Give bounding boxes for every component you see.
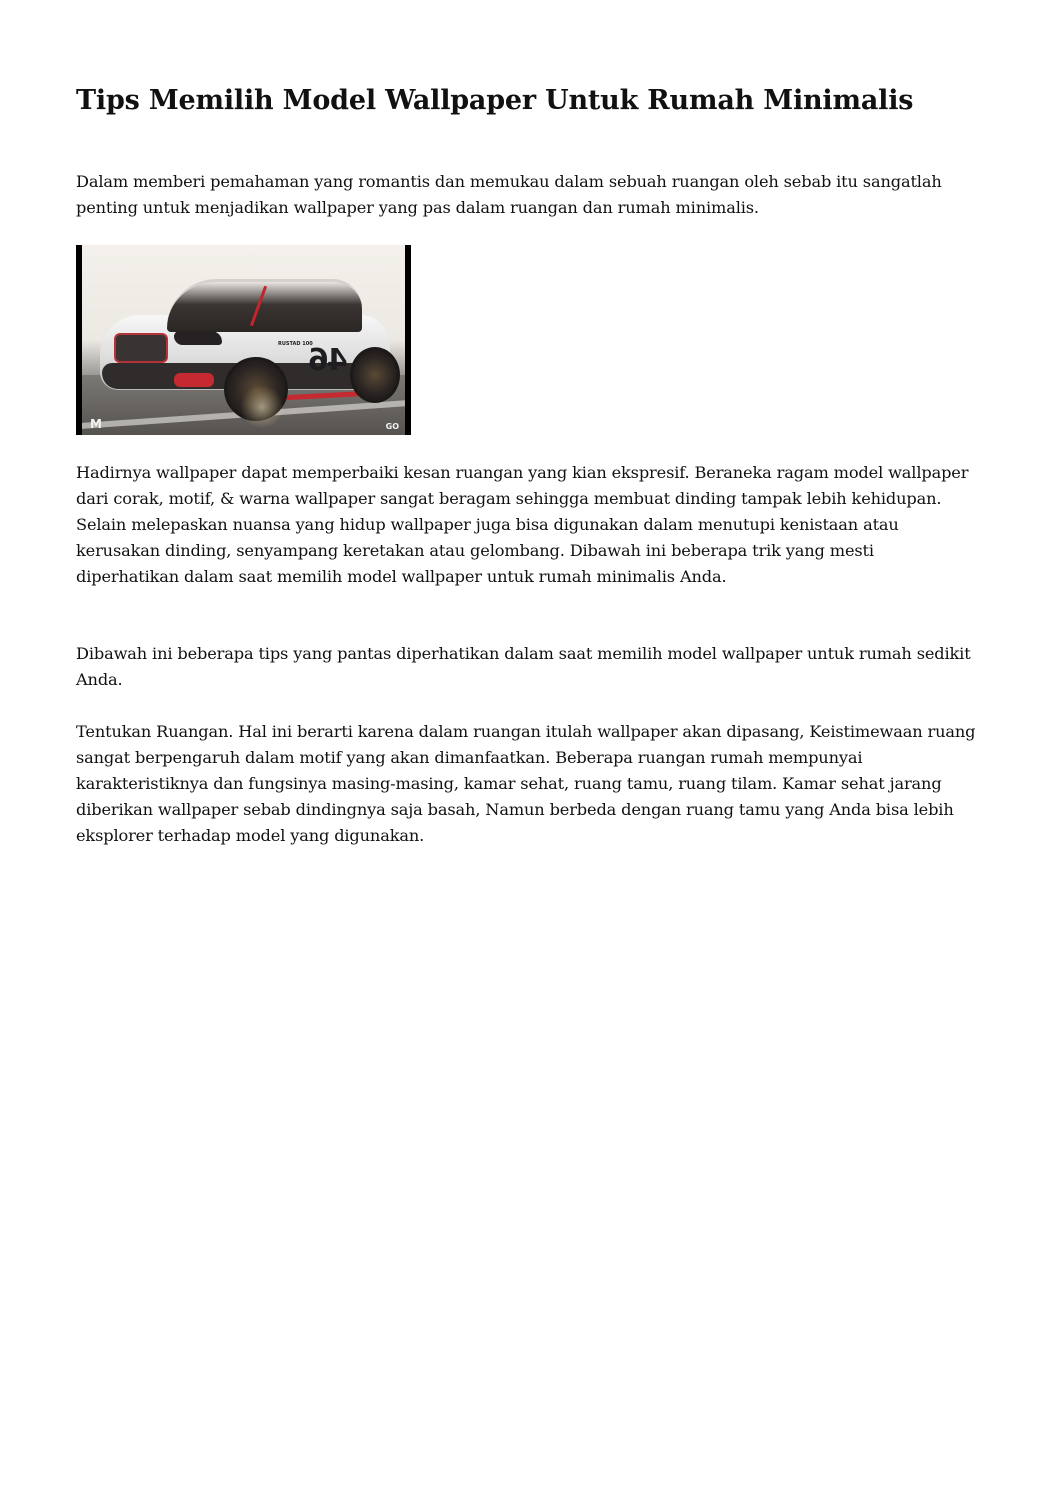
car-sponsor-decal: RUSTAD 100 (278, 341, 313, 347)
car-image-content (82, 245, 405, 435)
car-grille (114, 333, 168, 363)
car-rear-wheel (350, 347, 400, 403)
body-paragraph: Hadirnya wallpaper dapat memperbaiki kesan ruangan yang kian ekspresif. Beraneka ragam model wallpaper dari corak, motif, & warna wallpaper sangat beragam sehingga membuat dinding tampak lebih kehidupan. Selain melepaskan nuansa yang hidup wallpaper juga bisa digunakan dalam menutupi kenistaan atau kerusakan dinding, senyampang keretakan atau gelombang. Dibawah ini beberapa trik yang mesti diperhatikan dalam saat memilih model wallpaper untuk rumah minimalis Anda. (76, 463, 969, 586)
body-paragraph: Tentukan Ruangan. Hal ini berarti karena dalam ruangan itulah wallpaper akan dipasang, Keistimewaan ruang sangat berpengaruh dalam motif yang akan dimanfaatkan. Beberapa ruangan rumah mempunyai karakteristiknya dan fungsinya masing-masing, kamar sehat, ruang tamu, ruang tilam. Kamar sehat jarang diberikan wallpaper sebab dindingnya saja basah, Namun berbeda dengan ruang tamu yang Anda bisa lebih eksplorer terhadap model yang digunakan. (76, 722, 976, 845)
datsun-go-logo-icon: GO (385, 422, 399, 431)
car-number-decal: 46 (310, 343, 348, 378)
car-headlight (174, 331, 222, 345)
page-title: Tips Memilih Model Wallpaper Untuk Rumah Minimalis (76, 85, 914, 116)
body-paragraph: Dibawah ini beberapa tips yang pantas diperhatikan dalam saat memilih model wallpaper untuk rumah sedikit Anda. (76, 644, 971, 689)
car-image (76, 245, 411, 435)
intro-paragraph: Dalam memberi pemahaman yang romantis dan memukau dalam sebuah ruangan oleh sebab itu sangatlah penting untuk menjadikan wallpaper yang pas dalam ruangan dan rumah minimalis. (76, 172, 942, 217)
brand-logo-icon: M (90, 417, 102, 431)
car-bumper-accent (174, 373, 214, 387)
lens-flare (240, 385, 284, 429)
